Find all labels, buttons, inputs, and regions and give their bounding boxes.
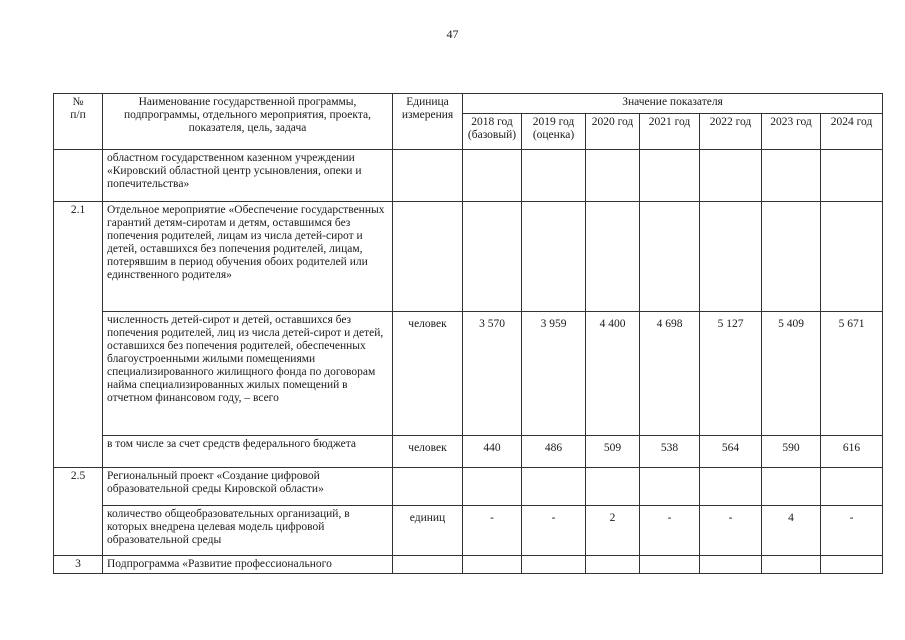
row-value: - [821,506,883,556]
row-value [700,202,762,312]
row-value: 5 127 [700,312,762,436]
row-value [821,150,883,202]
row-value [640,150,700,202]
row-value [762,202,821,312]
row-value [522,202,586,312]
row-value [522,468,586,506]
table-row [54,468,883,506]
row-value: 3 959 [522,312,586,436]
row-unit [393,468,463,506]
row-num [54,150,103,202]
row-value [700,150,762,202]
row-unit [393,556,463,574]
row-value: 486 [522,436,586,468]
row-value [640,468,700,506]
header-year-2024: 2024 год [821,114,883,150]
row-name: численность детей-сирот и детей, оставшихся без попечения родителей, лиц из числа детей-сирот и детей, оставшихся без попечения родителей, обеспеченных благоустроенными жилыми помещениями специализированного жилищного фонда по договорам найма специализированных жилых помещений в отчетном финансовом году, – всего [103,312,393,436]
row-name: Подпрограмма «Развитие профессионального [103,556,393,574]
header-year-2019: 2019 год (оценка) [522,114,586,150]
row-num: 3 [54,556,103,574]
row-value [463,468,522,506]
row-value: 4 [762,506,821,556]
row-name: в том числе за счет средств федерального бюджета [103,436,393,468]
row-unit: единиц [393,506,463,556]
table-row [54,506,883,556]
row-unit [393,202,463,312]
row-name: Региональный проект «Создание цифровой образовательной среды Кировской области» [103,468,393,506]
indicator-table [53,93,883,574]
row-value [463,202,522,312]
row-num: 2.5 [54,468,103,556]
header-values-group: Значение показателя [463,94,883,114]
row-value [522,556,586,574]
row-value [463,150,522,202]
row-value: 590 [762,436,821,468]
row-value [821,468,883,506]
row-value [522,150,586,202]
header-num: № п/п [54,94,103,150]
row-unit [393,150,463,202]
row-unit: человек [393,436,463,468]
row-name: количество общеобразовательных организаций, в которых внедрена целевая модель цифровой образовательной среды [103,506,393,556]
row-value: 4 698 [640,312,700,436]
row-num: 2.1 [54,202,103,468]
row-value: 3 570 [463,312,522,436]
row-value [762,556,821,574]
header-year-2020: 2020 год [586,114,640,150]
row-unit: человек [393,312,463,436]
row-value [821,202,883,312]
row-value [821,556,883,574]
row-value: 538 [640,436,700,468]
row-value [640,556,700,574]
row-value [762,150,821,202]
table-row [54,312,883,436]
row-value [700,468,762,506]
row-value: 509 [586,436,640,468]
row-value: - [700,506,762,556]
row-value [700,556,762,574]
row-value [762,468,821,506]
header-year-2023: 2023 год [762,114,821,150]
row-value: - [522,506,586,556]
row-value [640,202,700,312]
row-value [586,202,640,312]
row-value: 5 671 [821,312,883,436]
table-row [54,556,883,574]
row-value: 440 [463,436,522,468]
row-value: 616 [821,436,883,468]
row-value: 564 [700,436,762,468]
table-row [54,436,883,468]
row-name: Отдельное мероприятие «Обеспечение государственных гарантий детям-сиротам и детям, оставшимся без попечения родителей, лицам из числа детей-сирот и детей, оставшихся без попечения родителей, лицам, потерявшим в период обучения обоих родителей или единственного родителя» [103,202,393,312]
row-value: 5 409 [762,312,821,436]
row-value [586,556,640,574]
header-year-2022: 2022 год [700,114,762,150]
row-value [586,468,640,506]
header-name: Наименование государственной программы, подпрограммы, отдельного мероприятия, проекта, показателя, цель, задача [103,94,393,150]
row-value [463,556,522,574]
page-number: 47 [446,27,459,41]
header-unit: Единица измерения [393,94,463,150]
row-value: 4 400 [586,312,640,436]
row-value: - [640,506,700,556]
row-value [586,150,640,202]
header-year-2018: 2018 год (базовый) [463,114,522,150]
row-value: 2 [586,506,640,556]
row-name: областном государственном казенном учреждении «Кировский областной центр усыновления, опеки и попечительства» [103,150,393,202]
table-row [54,202,883,312]
row-value: - [463,506,522,556]
table-row [54,150,883,202]
header-year-2021: 2021 год [640,114,700,150]
